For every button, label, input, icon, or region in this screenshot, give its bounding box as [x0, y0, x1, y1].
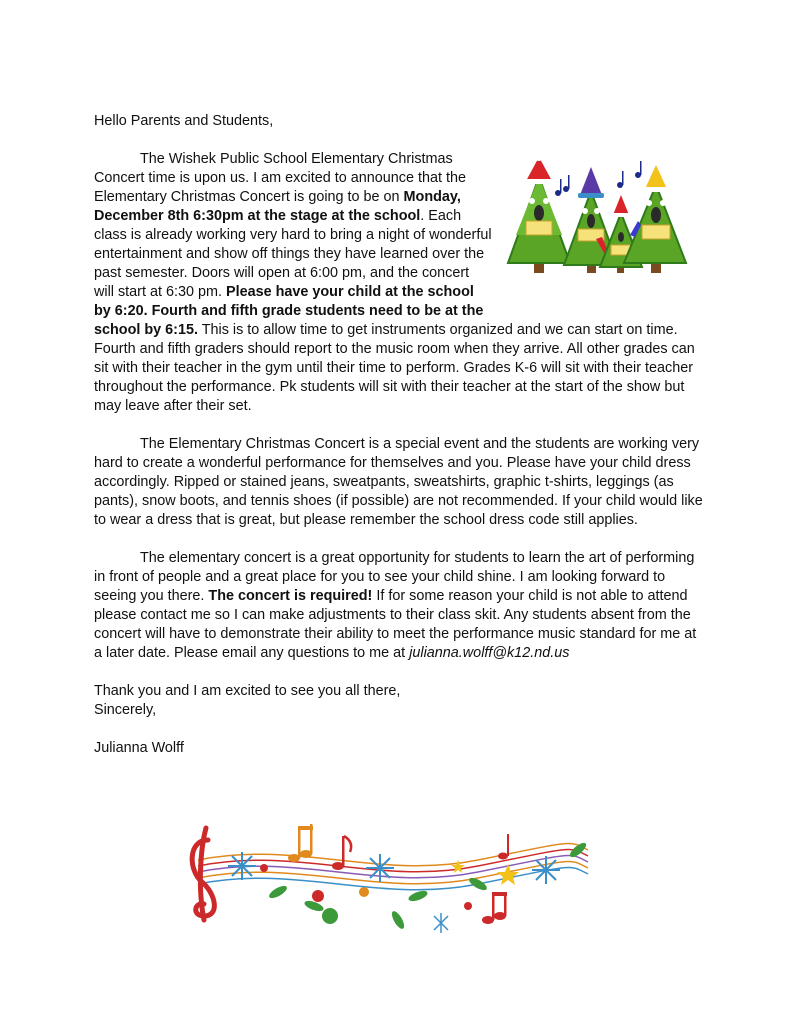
- snowflake-icon: [228, 852, 256, 880]
- p1-line: past semester. Doors will open at 6:00 pm, and the concert: [94, 265, 470, 281]
- music-staff-decoration: [178, 820, 598, 940]
- arrival-time-note: Please have your child at the school: [225, 284, 474, 300]
- p1-text: This is to allow time to get instruments organized and we can start on time.: [197, 322, 678, 338]
- greeting: Hello Parents and Students,: [94, 113, 274, 129]
- p1-line: Fourth and fifth graders should report to the music room when they arrive. All other grades can: [94, 341, 695, 357]
- email-link[interactable]: julianna.wolff@k12.nd.us: [409, 645, 570, 661]
- singing-christmas-trees-illustration: [500, 155, 690, 285]
- p1-line: entertainment and show off things they have learned over the: [94, 246, 485, 262]
- concert-date: Monday,: [403, 189, 461, 205]
- snowflake-icon: [366, 854, 394, 882]
- p3-line: in front of people and a great place for you to see your child shine. I am looking forward to: [94, 569, 666, 585]
- p3-text: a later date. Please email any questions to me at: [94, 645, 410, 661]
- p1-text: . Each: [420, 208, 462, 224]
- snowflake-icon: [532, 856, 560, 884]
- p2-line: The Elementary Christmas Concert is a special event and the students are working very: [140, 436, 700, 452]
- p1-line: throughout the performance. Pk students will sit with their teacher at the start of the show but: [94, 379, 685, 395]
- tree-icon: [624, 165, 686, 273]
- arrival-time-note: school by 6:15.: [94, 322, 198, 338]
- music-note-icon: [288, 824, 313, 862]
- p3-line: please contact me so I can make adjustments to their class skit. Any students absent from the: [94, 607, 691, 623]
- p1-line: Concert time is upon us. I am excited to announce that the: [94, 170, 466, 186]
- p1-line: The Wishek Public School Elementary Christmas: [140, 151, 453, 167]
- p2-line: accordingly. Ripped or stained jeans, sweatpants, sweatshirts, graphic t-shirts, leggings (as: [94, 474, 674, 490]
- p1-line: [94, 321, 698, 340]
- staff-lines: [198, 843, 588, 889]
- p3-text: If for some reason your child is not able to attend: [372, 588, 688, 604]
- closing-sincerely: Sincerely,: [94, 702, 157, 718]
- tree-icon: [508, 155, 570, 273]
- closing-line: Thank you and I am excited to see you all there,: [94, 683, 401, 699]
- p1-line: may leave after their set.: [94, 398, 252, 414]
- p2-line: pants), snow boots, and tennis shoes (if possible) are not recommended. If your child would like: [94, 493, 703, 509]
- p1-line: class is already working very hard to bring a night of wonderful: [94, 227, 492, 243]
- p2-line: hard to create a wonderful performance for themselves and you. Please have your child dress: [94, 455, 691, 471]
- p3-line: concert will have to demonstrate their ability to meet the performance music standard for me at: [94, 626, 697, 642]
- arrival-time-note: by 6:20. Fourth and fifth grade students need to be at the: [94, 303, 484, 319]
- p3-text: seeing you there.: [94, 588, 209, 604]
- signature: Julianna Wolff: [94, 740, 184, 756]
- p1-line: sit with their teacher in the gym until their time to perform. Grades K-6 will sit with their teacher: [94, 360, 694, 376]
- concert-required-note: The concert is required!: [208, 588, 373, 604]
- p3-line: The elementary concert is a great opportunity for students to learn the art of performing: [140, 550, 695, 566]
- p3-line: [94, 644, 698, 663]
- p3-line: [94, 587, 698, 606]
- concert-datetime-location: December 8th 6:30pm at the stage at the school: [94, 208, 421, 224]
- p1-text: will start at 6:30 pm.: [94, 284, 226, 300]
- p1-line: [94, 302, 698, 321]
- snowflake-icon: [434, 913, 448, 933]
- treble-clef-icon: [192, 828, 214, 920]
- music-note-icon: [332, 834, 509, 924]
- p1-line: [94, 283, 698, 302]
- p1-text: Elementary Christmas Concert is going to be on: [94, 189, 404, 205]
- p2-line: to wear a dress that is great, but please remember the school dress code still applies.: [94, 512, 638, 528]
